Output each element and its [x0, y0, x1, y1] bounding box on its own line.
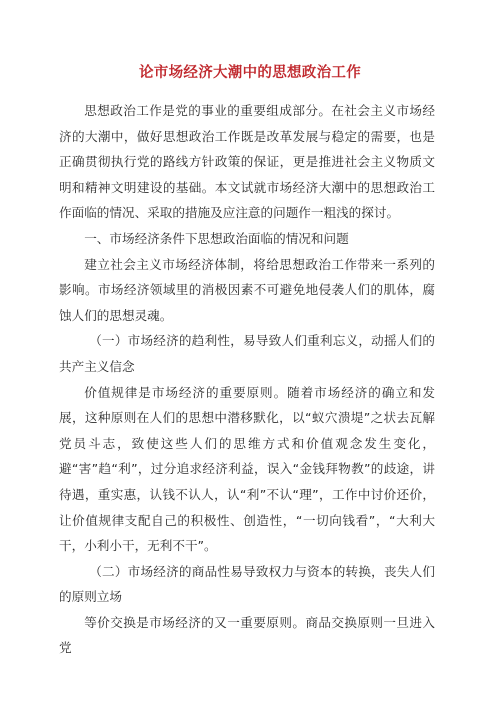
subsection-heading: （二）市场经济的商品性易导致权力与资本的转换，丧失人们的原则立场 [59, 563, 435, 605]
section-paragraph: 建立社会主义市场经济体制，将给思想政治工作带来一系列的影响。市场经济领域里的消极因素不可避免地侵袭人们的肌体，腐蚀人们的思想灵魂。 [59, 256, 435, 323]
intro-paragraph: 思想政治工作是党的事业的重要组成部分。在社会主义市场经济的大潮中，做好思想政治工作既是改革发展与稳定的需要，也是正确贯彻执行党的路线方针政策的保证，更是推进社会主义物质文明和精神文明建设的基础。本文试就市场经济大潮中的思想政治工作面临的情况、采取的措施及应注意的问题作一粗浅的探讨。 [59, 103, 435, 221]
subsection-paragraph: 等价交换是市场经济的又一重要原则。商品交换原则一旦进入党 [59, 614, 435, 656]
section-heading: 一、市场经济条件下思想政治面临的情况和问题 [84, 230, 349, 246]
subsection-paragraph: 价值规律是市场经济的重要原则。随着市场经济的确立和发展，这种原则在人们的思想中潜移默化，以“蚁穴溃堤”之状去瓦解党员斗志，致使这些人们的思维方式和价值观念发生变化，避“害”趋“利”，过分追求经济利益，误入“金钱拜物教”的歧途，讲待遇，重实惠，认钱不认人，认“利”不认“理”，工作中讨价还价，让价值规律支配自己的积极性、创造性，“一切向钱看”，“大利大干，小利小干，无利不干”。 [59, 384, 435, 554]
subsection-heading: （一）市场经济的趋利性，易导致人们重利忘义，动摇人们的共产主义信念 [59, 333, 435, 374]
document-title: 论市场经济大潮中的思想政治工作 [139, 65, 361, 81]
document-body [59, 98, 435, 661]
